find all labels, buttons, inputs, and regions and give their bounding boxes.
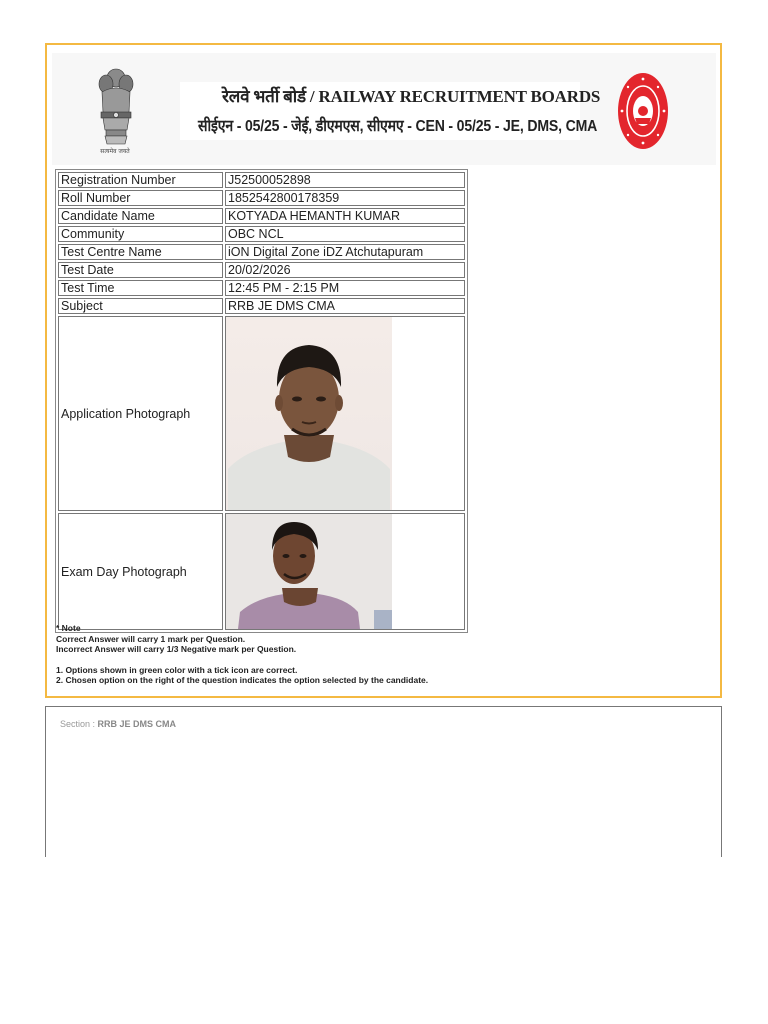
- field-label: Roll Number: [58, 190, 223, 206]
- field-label: Test Time: [58, 280, 223, 296]
- note-line: 1. Options shown in green color with a tick icon are correct.: [56, 664, 298, 675]
- notes-heading: * Note: [56, 623, 81, 633]
- section-prefix: Section :: [60, 719, 98, 729]
- indian-railways-logo-icon: [617, 72, 669, 150]
- candidate-details-table: [55, 169, 468, 633]
- photo-label: Exam Day Photograph: [58, 513, 223, 630]
- field-label: Test Centre Name: [58, 244, 223, 260]
- field-value: iON Digital Zone iDZ Atchutapuram: [225, 244, 465, 260]
- field-label: Community: [58, 226, 223, 242]
- photo-cell: [225, 513, 465, 630]
- field-label: Registration Number: [58, 172, 223, 188]
- table-row: [58, 172, 465, 188]
- table-row: [58, 280, 465, 296]
- note-line: 2. Chosen option on the right of the question indicates the option selected by the candidate.: [56, 675, 429, 685]
- field-value: J52500052898: [225, 172, 465, 188]
- table-row: [58, 226, 465, 242]
- field-value: 20/02/2026: [225, 262, 465, 278]
- field-label: Test Date: [58, 262, 223, 278]
- photo-cell: [225, 316, 465, 511]
- page-title: रेलवे भर्ती बोर्ड / RAILWAY RECRUITMENT BOARDS: [222, 87, 601, 106]
- application-photograph: [226, 317, 392, 510]
- photo-label: Application Photograph: [58, 316, 223, 511]
- table-row: [58, 316, 465, 511]
- exam-day-photograph: [226, 514, 392, 629]
- table-row: [58, 208, 465, 224]
- table-row: [58, 298, 465, 314]
- emblem-caption: सत्यमेव जयते: [100, 148, 130, 155]
- table-row: [58, 190, 465, 206]
- field-value: 12:45 PM - 2:15 PM: [225, 280, 465, 296]
- field-value: OBC NCL: [225, 226, 465, 242]
- field-value: KOTYADA HEMANTH KUMAR: [225, 208, 465, 224]
- field-label: Subject: [58, 298, 223, 314]
- note-line: Correct Answer will carry 1 mark per Question.: [56, 633, 246, 644]
- note-line: Incorrect Answer will carry 1/3 Negative mark per Question.: [56, 644, 297, 654]
- table-row: [58, 262, 465, 278]
- field-label: Candidate Name: [58, 208, 223, 224]
- national-emblem-icon: [93, 64, 139, 158]
- notes-section: [56, 623, 428, 686]
- field-value: RRB JE DMS CMA: [225, 298, 465, 314]
- field-value: 1852542800178359: [225, 190, 465, 206]
- spacer: [56, 655, 428, 665]
- section-label: [60, 719, 176, 729]
- page-subtitle: सीईएन - 05/25 - जेई, डीएमएस, सीएमए - CEN - 05/25 - JE, DMS, CMA: [198, 118, 598, 135]
- table-row: [58, 513, 465, 630]
- table-row: [58, 244, 465, 260]
- section-name: RRB JE DMS CMA: [97, 719, 177, 729]
